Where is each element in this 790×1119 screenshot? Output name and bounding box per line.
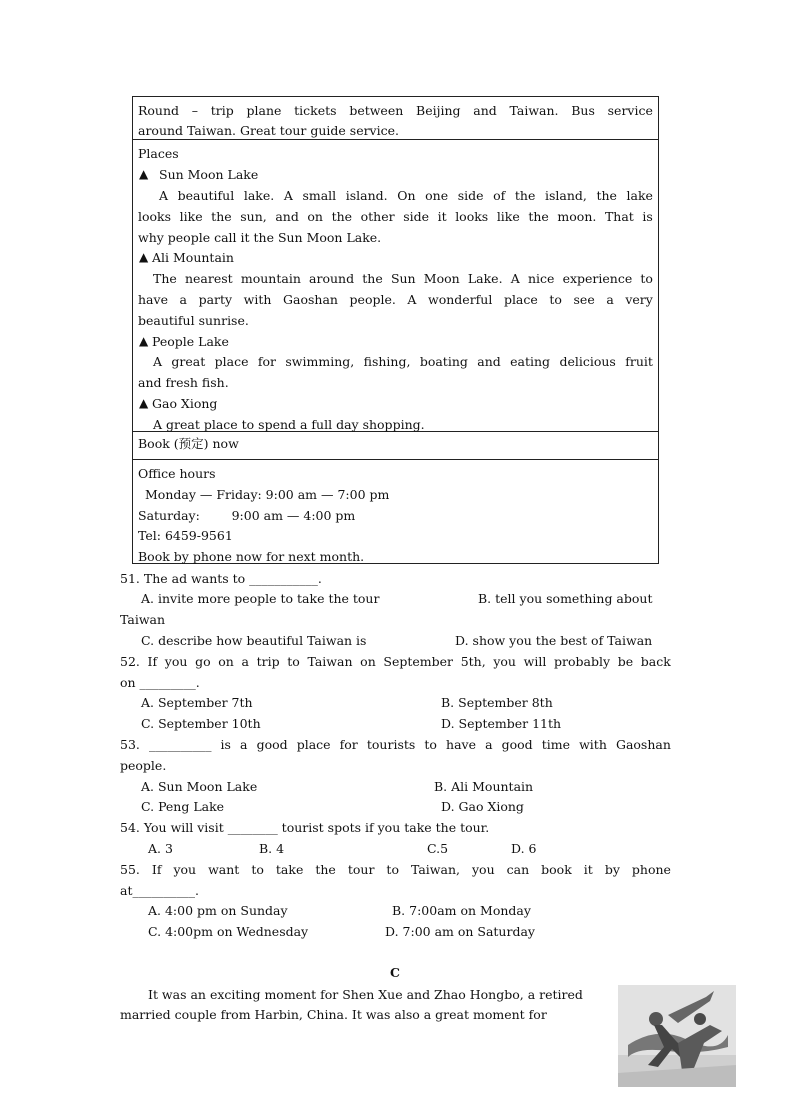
word: boating	[419, 354, 468, 369]
word: moon.	[557, 209, 597, 224]
word: for	[339, 737, 358, 752]
q51-option-c: C. describe how beautiful Taiwan is	[141, 633, 367, 648]
triangle-bullet-icon: ▲	[139, 167, 149, 181]
word: 5th,	[460, 654, 486, 669]
word: looks	[138, 209, 172, 224]
q55-option-c: C. 4:00pm on Wednesday	[148, 924, 309, 939]
place-2-name: Ali Mountain	[152, 250, 234, 265]
word: to	[549, 292, 562, 307]
q52-stem-line-2: on _________.	[120, 675, 200, 690]
triangle-bullet-icon: ▲	[139, 334, 149, 348]
word: Gaoshan	[283, 292, 338, 307]
word: around	[309, 271, 355, 286]
place-3-line-1	[153, 356, 653, 369]
place-3-name: People Lake	[152, 334, 229, 349]
word: trip	[256, 654, 280, 669]
word: A	[283, 188, 293, 203]
word: place	[214, 354, 249, 369]
word: phone	[631, 862, 671, 877]
word: island,	[544, 188, 587, 203]
word: like	[179, 209, 203, 224]
word: the	[331, 209, 353, 224]
q55-stem-line-1	[120, 864, 671, 877]
triangle-bullet-icon: ▲	[139, 250, 149, 264]
q51-option-b-continued: Taiwan	[120, 612, 166, 627]
word: small	[302, 188, 337, 203]
word: one	[425, 188, 449, 203]
word: –	[191, 103, 199, 118]
office-hours-heading: Office hours	[138, 466, 216, 481]
word: very	[625, 292, 653, 307]
word: place	[503, 292, 538, 307]
word: Bus	[571, 103, 595, 118]
word: on	[218, 654, 234, 669]
word: fishing,	[363, 354, 411, 369]
word: on	[360, 654, 376, 669]
weekday-hours: Monday — Friday: 9:00 am — 7:00 pm	[145, 487, 390, 502]
word: nice	[527, 271, 555, 286]
q54-option-a: A. 3	[148, 841, 173, 856]
word: between	[349, 103, 404, 118]
word: a	[241, 654, 249, 669]
q53-option-a: A. Sun Moon Lake	[141, 779, 258, 794]
word: mountain	[240, 271, 301, 286]
word: the	[362, 271, 383, 286]
place-4-name: Gao Xiong	[152, 396, 218, 411]
q53-option-c: C. Peng Lake	[141, 799, 225, 814]
word: September	[383, 654, 454, 669]
word: it	[583, 862, 593, 877]
word: Beijing	[416, 103, 461, 118]
q51-option-a: A. invite more people to take the tour	[141, 591, 380, 606]
word: service	[607, 103, 653, 118]
word: A	[153, 354, 163, 369]
word: like	[496, 209, 520, 224]
section-c-heading: C	[390, 965, 400, 980]
word: Sun	[390, 271, 416, 286]
word: Taiwan	[307, 654, 353, 669]
word: trip	[210, 103, 234, 118]
word: and	[473, 103, 497, 118]
word: can	[506, 862, 530, 877]
word: place	[296, 737, 331, 752]
word: want	[208, 862, 240, 877]
word: be	[617, 654, 634, 669]
word: A	[159, 188, 169, 203]
q52-option-b: B. September 8th	[441, 695, 553, 710]
word: by	[604, 862, 620, 877]
word: probably	[554, 654, 611, 669]
word: is	[220, 737, 231, 752]
word: looks	[455, 209, 489, 224]
place-3-line-2: and fresh fish.	[138, 375, 229, 390]
word: and	[275, 209, 299, 224]
word: to	[640, 271, 653, 286]
q52-option-c: C. September 10th	[141, 716, 261, 731]
word: sun,	[240, 209, 267, 224]
word: party	[198, 292, 233, 307]
word: That	[604, 209, 634, 224]
word: people.	[349, 292, 396, 307]
word: go	[195, 654, 211, 669]
word: book	[541, 862, 572, 877]
triangle-bullet-icon: ▲	[139, 396, 149, 410]
word: you	[173, 862, 197, 877]
word: to	[287, 654, 300, 669]
word: tour	[347, 862, 375, 877]
q54-stem: 54. You will visit ________ tourist spots if you take the tour.	[120, 820, 490, 835]
word: Round	[138, 103, 180, 118]
word: Taiwan.	[509, 103, 559, 118]
word: fruit	[625, 354, 653, 369]
word: Lake.	[467, 271, 503, 286]
word: tickets	[294, 103, 337, 118]
word: If	[151, 862, 162, 877]
word: take	[275, 862, 304, 877]
q51-stem: 51. The ad wants to ___________.	[120, 571, 322, 586]
word: 55.	[120, 862, 140, 877]
word: of	[493, 188, 506, 203]
word: lake	[626, 188, 653, 203]
book-now-label: Book (预定) now	[138, 436, 239, 451]
word: on	[307, 209, 323, 224]
word: to	[424, 737, 437, 752]
word: lake.	[243, 188, 275, 203]
word: beautiful	[177, 188, 235, 203]
ad-intro-line-1	[138, 105, 653, 118]
word: other	[360, 209, 395, 224]
word: good	[256, 737, 288, 752]
word: the	[211, 209, 232, 224]
word: good	[501, 737, 533, 752]
word: If	[147, 654, 158, 669]
word: The	[153, 271, 177, 286]
word: a	[179, 292, 187, 307]
word: you	[164, 654, 188, 669]
word: a	[240, 737, 248, 752]
word: experience	[562, 271, 633, 286]
word: 52.	[120, 654, 140, 669]
place-1-line-3: why people call it the Sun Moon Lake.	[138, 230, 382, 245]
word: nearest	[184, 271, 233, 286]
q55-option-b: B. 7:00am on Monday	[392, 903, 531, 918]
word: see	[573, 292, 595, 307]
q52-stem-line-1	[120, 656, 671, 669]
word: Taiwan,	[410, 862, 460, 877]
word: swimming,	[285, 354, 355, 369]
word: Gaoshan	[615, 737, 671, 752]
word: great	[171, 354, 206, 369]
places-heading: Places	[138, 146, 179, 161]
word: back	[640, 654, 671, 669]
ad-intro-line-2: around Taiwan. Great tour guide service.	[138, 123, 399, 138]
word: will	[523, 654, 547, 669]
word: eating	[510, 354, 551, 369]
word: Moon	[423, 271, 460, 286]
book-by-phone-note: Book by phone now for next month.	[138, 549, 365, 564]
place-2-line-1	[153, 273, 653, 286]
q53-option-d: D. Gao Xiong	[441, 799, 524, 814]
word: On	[397, 188, 416, 203]
word: the	[596, 188, 617, 203]
word: island.	[345, 188, 388, 203]
word: wonderful	[428, 292, 493, 307]
word: the	[315, 862, 336, 877]
word: have	[138, 292, 168, 307]
word: to	[386, 862, 399, 877]
place-1-line-2	[138, 211, 653, 224]
q52-option-a: A. September 7th	[141, 695, 253, 710]
word: it	[437, 209, 447, 224]
word: you	[493, 654, 516, 669]
word: the	[528, 209, 549, 224]
place-1-line-1	[159, 190, 653, 203]
q55-stem-line-2: at__________.	[120, 883, 199, 898]
word: with	[243, 292, 272, 307]
saturday-hours: Saturday: 9:00 am — 4:00 pm	[138, 508, 356, 523]
word: and	[477, 354, 501, 369]
word: you	[471, 862, 495, 877]
word: have	[446, 737, 476, 752]
word: side	[403, 209, 429, 224]
section-c-paragraph-line-2: married couple from Harbin, China. It was also a great moment for	[120, 1007, 547, 1022]
place-2-line-3: beautiful sunrise.	[138, 313, 249, 328]
place-4-line-1: A great place to spend a full day shopping.	[153, 417, 425, 432]
telephone-number: Tel: 6459-9561	[138, 528, 233, 543]
q54-option-b: B. 4	[259, 841, 285, 856]
q53-option-b: B. Ali Mountain	[434, 779, 534, 794]
word: 53.	[120, 737, 140, 752]
section-c-paragraph-line-1: It was an exciting moment for Shen Xue and Zhao Hongbo, a retired	[148, 987, 583, 1002]
q55-option-a: A. 4:00 pm on Sunday	[148, 903, 288, 918]
q54-option-d: D. 6	[511, 841, 537, 856]
word: tourists	[366, 737, 416, 752]
word: a	[606, 292, 614, 307]
word: time	[541, 737, 571, 752]
q55-option-d: D. 7:00 am on Saturday	[385, 924, 535, 939]
q54-option-c: C.5	[427, 841, 449, 856]
q52-option-d: D. September 11th	[441, 716, 562, 731]
word: side	[457, 188, 484, 203]
word: delicious	[559, 354, 616, 369]
place-1-name: Sun Moon Lake	[159, 167, 259, 182]
word: is	[642, 209, 653, 224]
word: A	[407, 292, 417, 307]
word: a	[485, 737, 493, 752]
q51-option-b: B. tell you something about	[478, 591, 653, 606]
q53-stem-line-2: people.	[120, 758, 167, 773]
skaters-image	[618, 985, 736, 1087]
word: plane	[246, 103, 282, 118]
word: A	[510, 271, 520, 286]
word: __________	[148, 737, 212, 752]
q51-option-d: D. show you the best of Taiwan	[455, 633, 653, 648]
q53-stem-line-1	[120, 739, 671, 752]
word: the	[514, 188, 536, 203]
word: with	[579, 737, 607, 752]
place-2-line-2	[138, 294, 653, 307]
word: to	[251, 862, 264, 877]
skating-couple-photo	[618, 985, 736, 1087]
word: for	[257, 354, 277, 369]
